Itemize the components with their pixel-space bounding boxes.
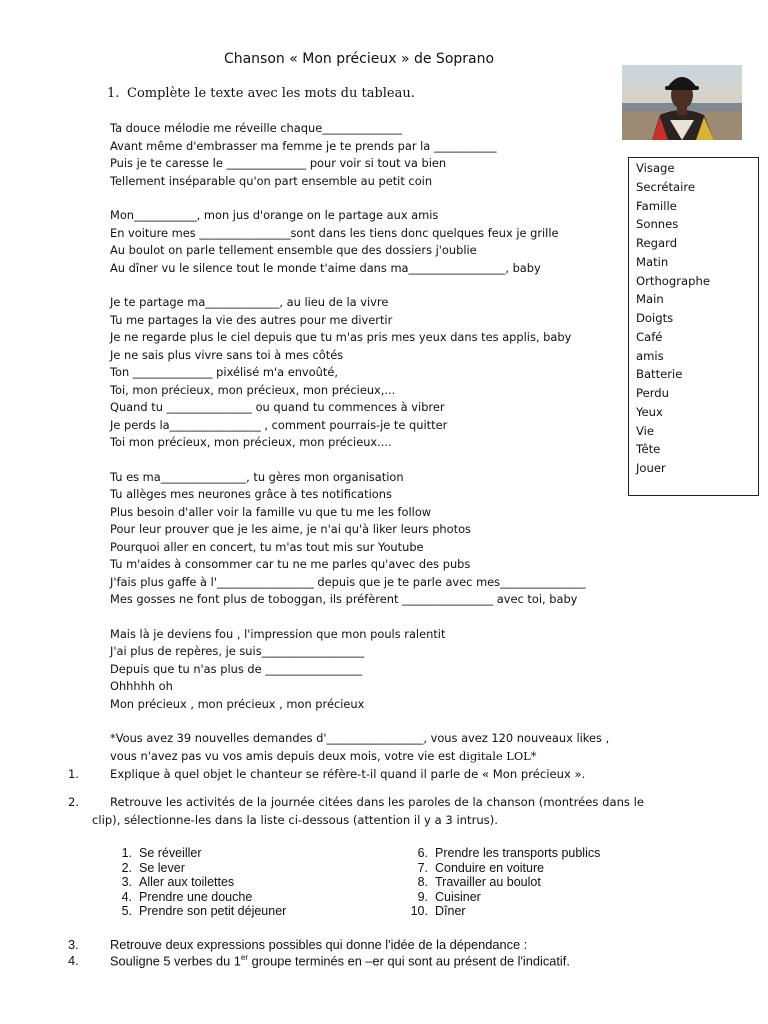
- activity-number: 7.: [417, 860, 428, 875]
- word-box-item: Visage: [636, 161, 675, 175]
- activity-text: Prendre les transports publics: [435, 846, 601, 860]
- activity-item: [404, 846, 600, 861]
- word-box-item: Tête: [636, 442, 661, 457]
- lyric-line: Ta douce mélodie me réveille chaque______________: [110, 121, 402, 135]
- lyric-line: Tu m'aides à consommer car tu ne me parles qu'avec des pubs: [110, 557, 471, 571]
- footer-line-text: vous n'avez pas vu vos amis depuis deux mois, votre vie est: [110, 748, 460, 763]
- instruction-text: Complète le texte avec les mots du tableau.: [127, 86, 415, 101]
- lyric-line: Pourquoi aller en concert, tu m'as tout mis sur Youtube: [110, 539, 424, 554]
- lyric-line: Mes gosses ne font plus de toboggan, ils préfèrent ________________ avec toi, baby: [110, 592, 578, 606]
- activity-text: Dîner: [435, 904, 466, 919]
- word-box-item: amis: [636, 348, 664, 363]
- word-box-item: Café: [636, 329, 663, 344]
- word-box-item: Vie: [636, 423, 655, 438]
- instruction-line: [107, 86, 415, 101]
- activity-text: Travailler au boulot: [435, 875, 541, 890]
- footer-line-tail: digitale LOL*: [459, 748, 537, 763]
- lyric-line: Depuis que tu n'as plus de _________________: [110, 661, 363, 676]
- activity-number: 1.: [121, 846, 132, 860]
- word-box-item: Perdu: [636, 386, 669, 400]
- activities-list-right: [404, 846, 600, 919]
- activity-number: 2.: [121, 860, 132, 875]
- lyric-line: Je te partage ma_____________, au lieu de la vivre: [110, 295, 389, 309]
- word-box-item: Jouer: [636, 461, 666, 475]
- instruction-number: 1.: [107, 86, 120, 101]
- lyric-line: Quand tu _______________ ou quand tu commences à vibrer: [110, 400, 445, 414]
- stanza-gap: [110, 277, 609, 294]
- lyric-line: Toi, mon précieux, mon précieux, mon précieux,...: [110, 382, 396, 397]
- activity-item: [108, 861, 286, 876]
- lyric-line: Plus besoin d'aller voir la famille vu que tu me les follow: [110, 504, 432, 519]
- question-text: Explique à quel objet le chanteur se réfère-t-il quand il parle de « Mon précieux ».: [110, 767, 586, 781]
- word-box-item: Main: [636, 292, 664, 307]
- lyric-line: Tellement inséparable qu'on part ensemble au petit coin: [110, 173, 433, 188]
- lyric-line: Pour leur prouver que je les aime, je n'ai qu'à liker leurs photos: [110, 522, 471, 536]
- superscript: er: [240, 953, 249, 962]
- page-title: Chanson « Mon précieux » de Soprano: [223, 51, 495, 67]
- activities-list-left: [108, 846, 286, 919]
- footer-line: [110, 730, 609, 748]
- activity-item: [108, 846, 286, 861]
- activity-item: [108, 904, 286, 919]
- activity-item: [404, 890, 600, 905]
- lyric-line: Je ne regarde plus le ciel depuis que tu m'as pris mes yeux dans tes applis, baby: [110, 330, 572, 344]
- activity-text: Prendre une douche: [139, 889, 253, 904]
- word-box-item: Regard: [636, 236, 678, 250]
- lyric-line: Toi mon précieux, mon précieux, mon précieux....: [110, 435, 392, 449]
- lyric-line: J'ai plus de repères, je suis__________________: [110, 644, 365, 658]
- activity-number: 4.: [121, 889, 132, 904]
- question-text-line-2: clip), sélectionne-les dans la liste ci-dessous (attention il y a 3 intrus).: [92, 813, 498, 827]
- question-text-end: groupe terminés en –er qui sont au présent de l'indicatif.: [248, 953, 570, 969]
- activity-number: 3.: [121, 875, 132, 890]
- activity-number: 9.: [417, 889, 428, 904]
- question-text-start: Souligne 5 verbes du 1: [110, 953, 241, 969]
- activity-text: Aller aux toilettes: [139, 875, 235, 890]
- question-text-line-1: Retrouve les activités de la journée citées dans les paroles de la chanson (montrées dans le: [110, 795, 644, 809]
- lyric-line: Au dîner vu le silence tout le monde t'aime dans ma_________________, baby: [110, 260, 541, 275]
- activity-number: 6.: [417, 846, 428, 860]
- question-number: 3.: [68, 937, 79, 952]
- singer-photo: [622, 65, 742, 140]
- lyric-line: Ton ______________ pixélisé m'a envoûté,: [110, 365, 338, 379]
- footer-line: [110, 748, 609, 766]
- lyric-line: Avant même d'embrasser ma femme je te prends par la ___________: [110, 138, 497, 153]
- activity-item: [108, 875, 286, 890]
- activity-text: Cuisiner: [435, 889, 481, 904]
- lyric-line: J'fais plus gaffe à l'_________________ depuis que je te parle avec mes_______________: [110, 574, 586, 589]
- lyric-line: Tu es ma_______________, tu gères mon organisation: [110, 469, 404, 484]
- lyric-line: Puis je te caresse le ______________ pour voir si tout va bien: [110, 156, 447, 170]
- lyric-line: Mon___________, mon jus d'orange on le partage aux amis: [110, 208, 439, 222]
- word-box-item: Yeux: [636, 404, 663, 419]
- footer-line-text: *Vous avez 39 nouvelles demandes d'_________________, vous avez 120 nouveaux likes ,: [110, 731, 610, 745]
- question-text: [110, 953, 570, 968]
- activity-item: [404, 861, 600, 876]
- stanza-gap: [110, 713, 609, 730]
- stanza-gap: [110, 190, 609, 207]
- activity-text: Se lever: [139, 860, 185, 875]
- activity-number: 5.: [121, 904, 132, 919]
- lyric-line: Tu allèges mes neurones grâce à tes notifications: [110, 487, 392, 501]
- lyrics-block: [110, 120, 609, 765]
- word-box-item: Doigts: [636, 311, 674, 325]
- lyric-line: Tu me partages la vie des autres pour me divertir: [110, 312, 393, 327]
- lyric-line: Je ne sais plus vivre sans toi à mes côtés: [110, 347, 344, 362]
- stanza-gap: [110, 452, 609, 469]
- word-box: [628, 157, 759, 496]
- activity-item: [404, 875, 600, 890]
- activity-text: Prendre son petit déjeuner: [139, 904, 287, 919]
- word-box-item: Secrétaire: [636, 179, 696, 194]
- activity-text: Se réveiller: [139, 846, 202, 860]
- stanza-gap: [110, 609, 609, 626]
- lyric-line: Mais là je deviens fou , l'impression que mon pouls ralentit: [110, 626, 446, 641]
- lyric-line: En voiture mes ________________sont dans les tiens donc quelques feux je grille: [110, 225, 559, 240]
- activity-item: [404, 904, 600, 919]
- word-box-item: Famille: [636, 198, 677, 213]
- lyric-line: Au boulot on parle tellement ensemble que des dossiers j'oublie: [110, 243, 477, 257]
- word-box-item: Batterie: [636, 367, 683, 382]
- activity-text: Conduire en voiture: [435, 860, 545, 875]
- activity-item: [108, 890, 286, 905]
- lyric-line: Mon précieux , mon précieux , mon précieux: [110, 696, 365, 711]
- question-number: 4.: [68, 953, 79, 968]
- question-number: 2.: [68, 795, 80, 809]
- lyric-line: Je perds la________________ , comment pourrais-je te quitter: [110, 417, 448, 432]
- lyric-line: Ohhhhh oh: [110, 679, 173, 693]
- activity-number: 10.: [410, 904, 428, 919]
- word-box-item: Sonnes: [636, 217, 679, 232]
- question-text: Retrouve deux expressions possibles qui donne l'idée de la dépendance :: [110, 937, 528, 952]
- question-number: 1.: [68, 767, 80, 781]
- word-box-item: Orthographe: [636, 273, 710, 288]
- word-box-item: Matin: [636, 254, 669, 269]
- activity-number: 8.: [417, 875, 428, 890]
